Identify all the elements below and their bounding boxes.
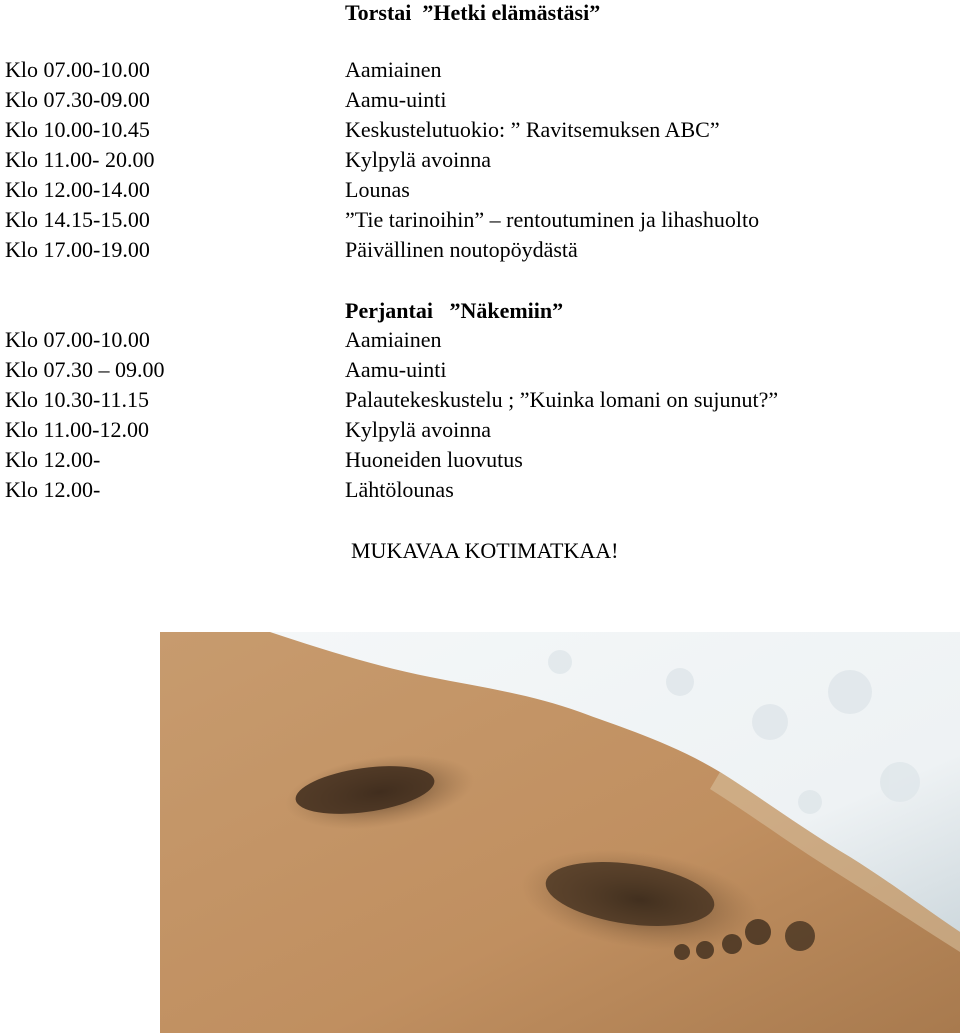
friday-row-time: Klo 11.00-12.00: [5, 417, 150, 442]
thursday-heading: Torstai ”Hetki elämästäsi”: [345, 0, 601, 25]
friday-row-time: Klo 12.00-: [5, 477, 101, 502]
thursday-row-time: Klo 07.30-09.00: [5, 87, 150, 112]
friday-row-activity: Huoneiden luovutus: [345, 447, 523, 472]
thursday-row-time: Klo 17.00-19.00: [5, 237, 150, 262]
friday-heading: Perjantai ”Näkemiin”: [345, 298, 564, 323]
friday-row-activity: Kylpylä avoinna: [345, 417, 492, 442]
friday-row-time: Klo 07.00-10.00: [5, 327, 150, 352]
friday-row-activity: Aamiainen: [345, 327, 442, 352]
thursday-row-time: Klo 12.00-14.00: [5, 177, 150, 202]
thursday-row-activity: Keskustelutuokio: ” Ravitsemuksen ABC”: [345, 117, 720, 142]
friday-row-activity: Lähtölounas: [345, 477, 454, 502]
thursday-row-activity: Kylpylä avoinna: [345, 147, 492, 172]
thursday-row-time: Klo 14.15-15.00: [5, 207, 150, 232]
friday-row-time: Klo 10.30-11.15: [5, 387, 150, 412]
friday-row-time: Klo 12.00-: [5, 447, 101, 472]
closing-message: MUKAVAA KOTIMATKAA!: [351, 538, 619, 563]
thursday-row-activity: Aamiainen: [345, 57, 442, 82]
friday-row-activity: Palautekeskustelu ; ”Kuinka lomani on sujunut?”: [345, 387, 779, 412]
beach-footprint-photo: [160, 632, 960, 1033]
thursday-row-time: Klo 07.00-10.00: [5, 57, 150, 82]
thursday-row-activity: Päivällinen noutopöydästä: [345, 237, 578, 262]
thursday-row-time: Klo 11.00- 20.00: [5, 147, 155, 172]
thursday-row-activity: Aamu-uinti: [345, 87, 447, 112]
thursday-row-time: Klo 10.00-10.45: [5, 117, 150, 142]
friday-row-activity: Aamu-uinti: [345, 357, 447, 382]
friday-row-time: Klo 07.30 – 09.00: [5, 357, 165, 382]
thursday-row-activity: ”Tie tarinoihin” – rentoutuminen ja lihashuolto: [345, 207, 760, 232]
thursday-row-activity: Lounas: [345, 177, 410, 202]
